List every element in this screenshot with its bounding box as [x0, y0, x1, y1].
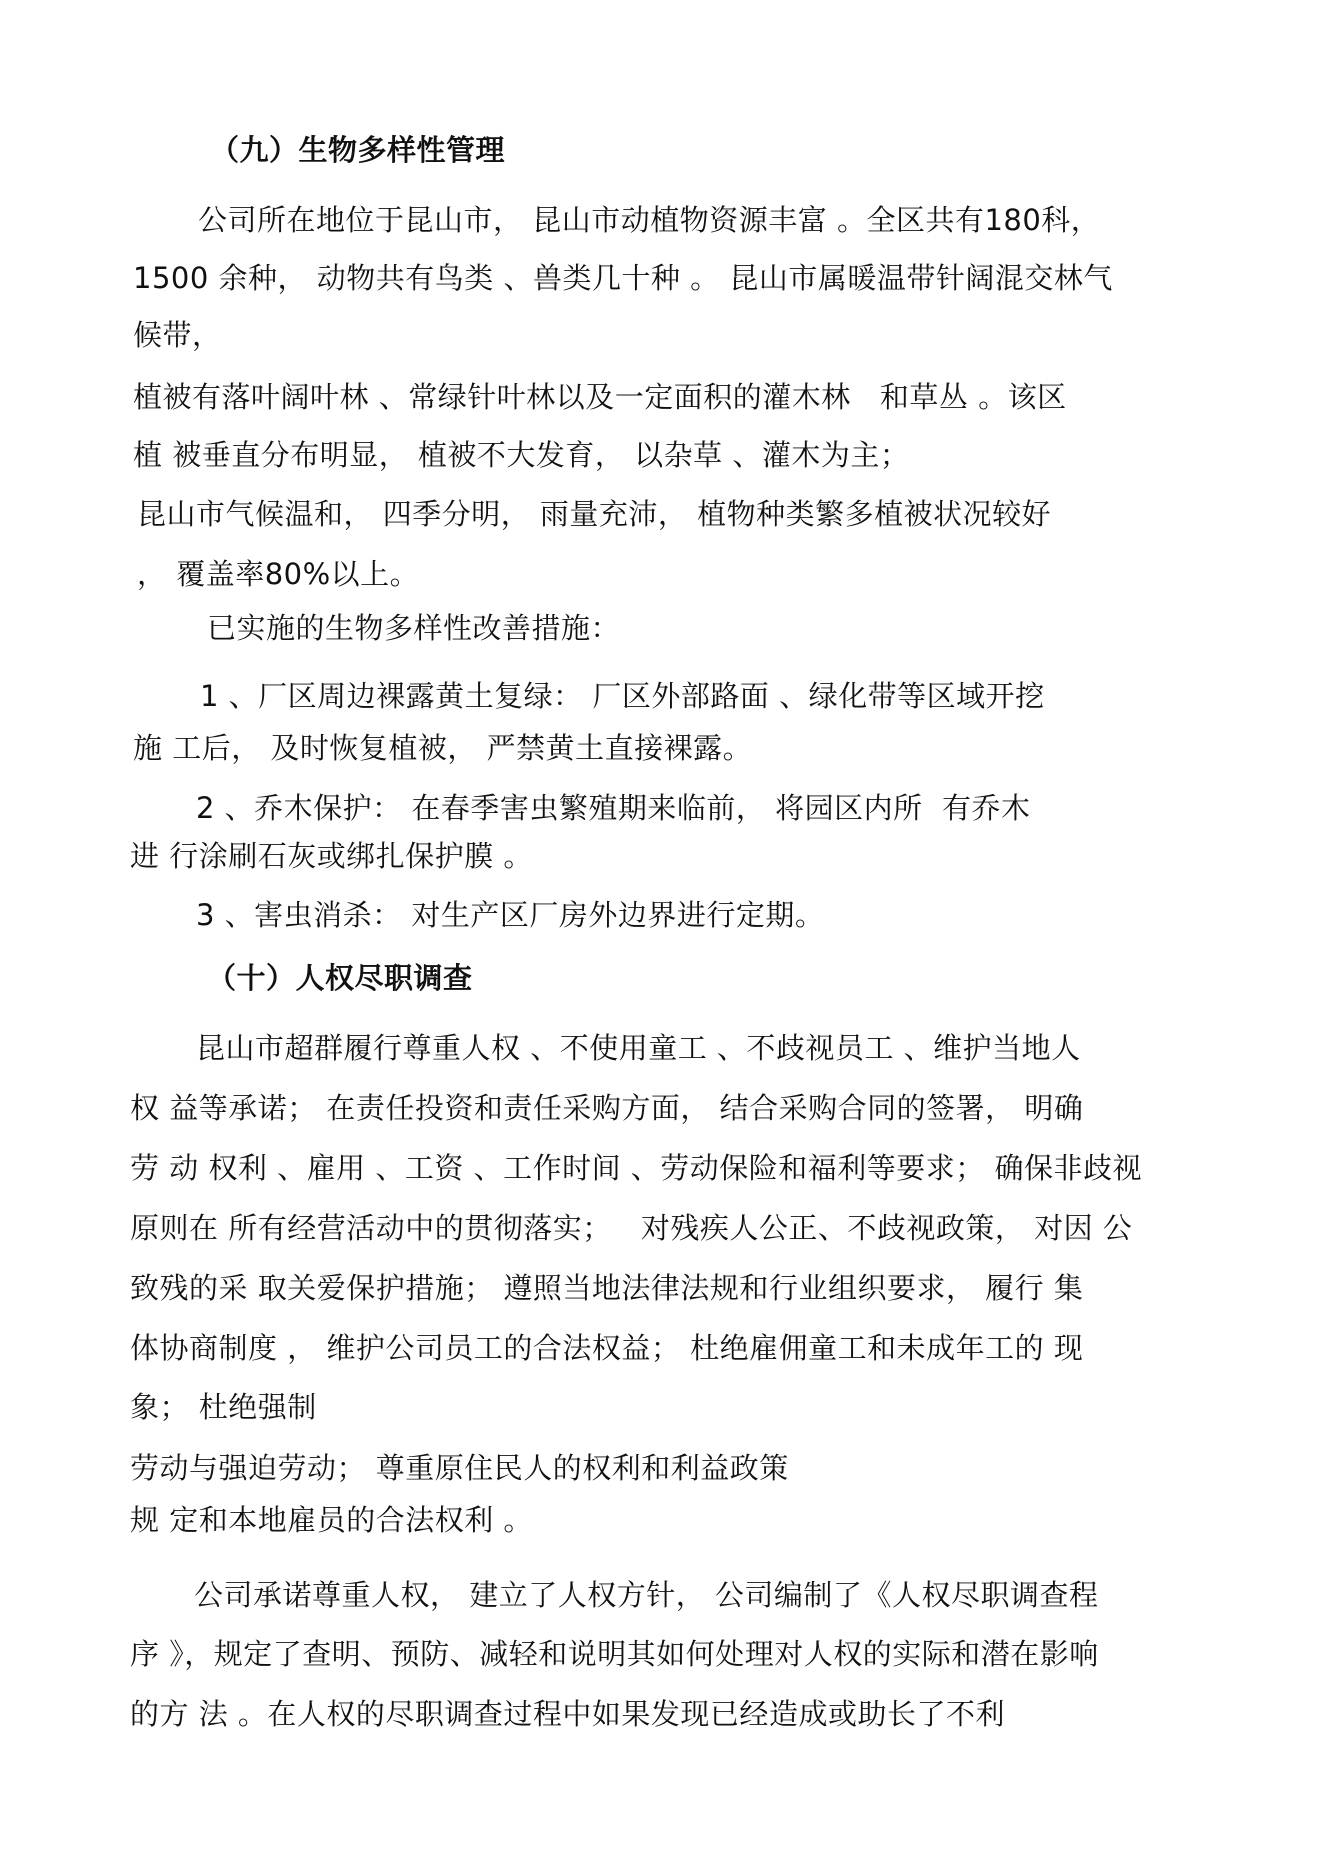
paragraph-line: 致残的采 取关爱保护措施； 遵照当地法律法规和行业组织要求， 履行 集: [130, 1271, 1084, 1305]
paragraph-line: 象； 杜绝强制: [130, 1390, 317, 1424]
paragraph-line: 劳动与强迫劳动； 尊重原住民人的权利和利益政策: [130, 1451, 789, 1485]
measures-intro: 已实施的生物多样性改善措施：: [207, 611, 621, 645]
paragraph-line: 植被有落叶阔叶林 、常绿针叶林以及一定面积的灌木林 和草丛 。该区: [133, 380, 1067, 414]
measure-item: 施 工后， 及时恢复植被， 严禁黄土直接裸露。: [133, 731, 753, 765]
paragraph-line: 1500 余种， 动物共有鸟类 、兽类几十种 。 昆山市属暖温带针阔混交林气: [133, 261, 1113, 295]
measure-item: 2 、乔木保护： 在春季害虫繁殖期来临前， 将园区内所 有乔木: [196, 791, 1031, 825]
measure-item: 1 、厂区周边裸露黄土复绿： 厂区外部路面 、绿化带等区域开挖: [200, 679, 1045, 713]
paragraph-line: 的方 法 。在人权的尽职调查过程中如果发现已经造成或助长了不利: [130, 1697, 1005, 1731]
paragraph-line: 体协商制度 ， 维护公司员工的合法权益； 杜绝雇佣童工和未成年工的 现: [130, 1331, 1084, 1365]
paragraph-line: 昆山市气候温和， 四季分明， 雨量充沛， 植物种类繁多植被状况较好: [137, 497, 1052, 531]
paragraph-line: 劳 动 权利 、雇用 、工资 、工作时间 、劳动保险和福利等要求； 确保非歧视: [130, 1151, 1143, 1185]
paragraph-line: 昆山市超群履行尊重人权 、不使用童工 、不歧视员工 、维护当地人: [196, 1031, 1081, 1065]
paragraph-line: 原则在 所有经营活动中的贯彻落实； 对残疾人公正、不歧视政策， 对因 公: [130, 1211, 1133, 1245]
paragraph-line: 公司承诺尊重人权， 建立了人权方针， 公司编制了《人权尽职调查程: [194, 1578, 1099, 1612]
paragraph-line: 候带，: [133, 318, 222, 352]
paragraph-line: 植 被垂直分布明显， 植被不大发育， 以杂草 、灌木为主；: [133, 438, 910, 472]
measure-item: 3 、害虫消杀： 对生产区厂房外边界进行定期。: [196, 898, 825, 932]
paragraph-line: 规 定和本地雇员的合法权利 。: [130, 1503, 533, 1537]
paragraph-line: 序 》，规定了查明、预防、减轻和说明其如何处理对人权的实际和潜在影响: [130, 1637, 1099, 1671]
measure-item: 进 行涂刷石灰或绑扎保护膜 。: [130, 839, 533, 873]
paragraph-line: 公司所在地位于昆山市， 昆山市动植物资源丰富 。全区共有180科，: [198, 203, 1101, 237]
paragraph-line: ， 覆盖率80%以上。: [137, 557, 420, 591]
section-heading-biodiversity: （九）生物多样性管理: [210, 133, 506, 167]
paragraph-line: 权 益等承诺； 在责任投资和责任采购方面， 结合采购合同的签署， 明确: [130, 1091, 1084, 1125]
section-heading-human-rights: （十）人权尽职调查: [207, 961, 473, 995]
